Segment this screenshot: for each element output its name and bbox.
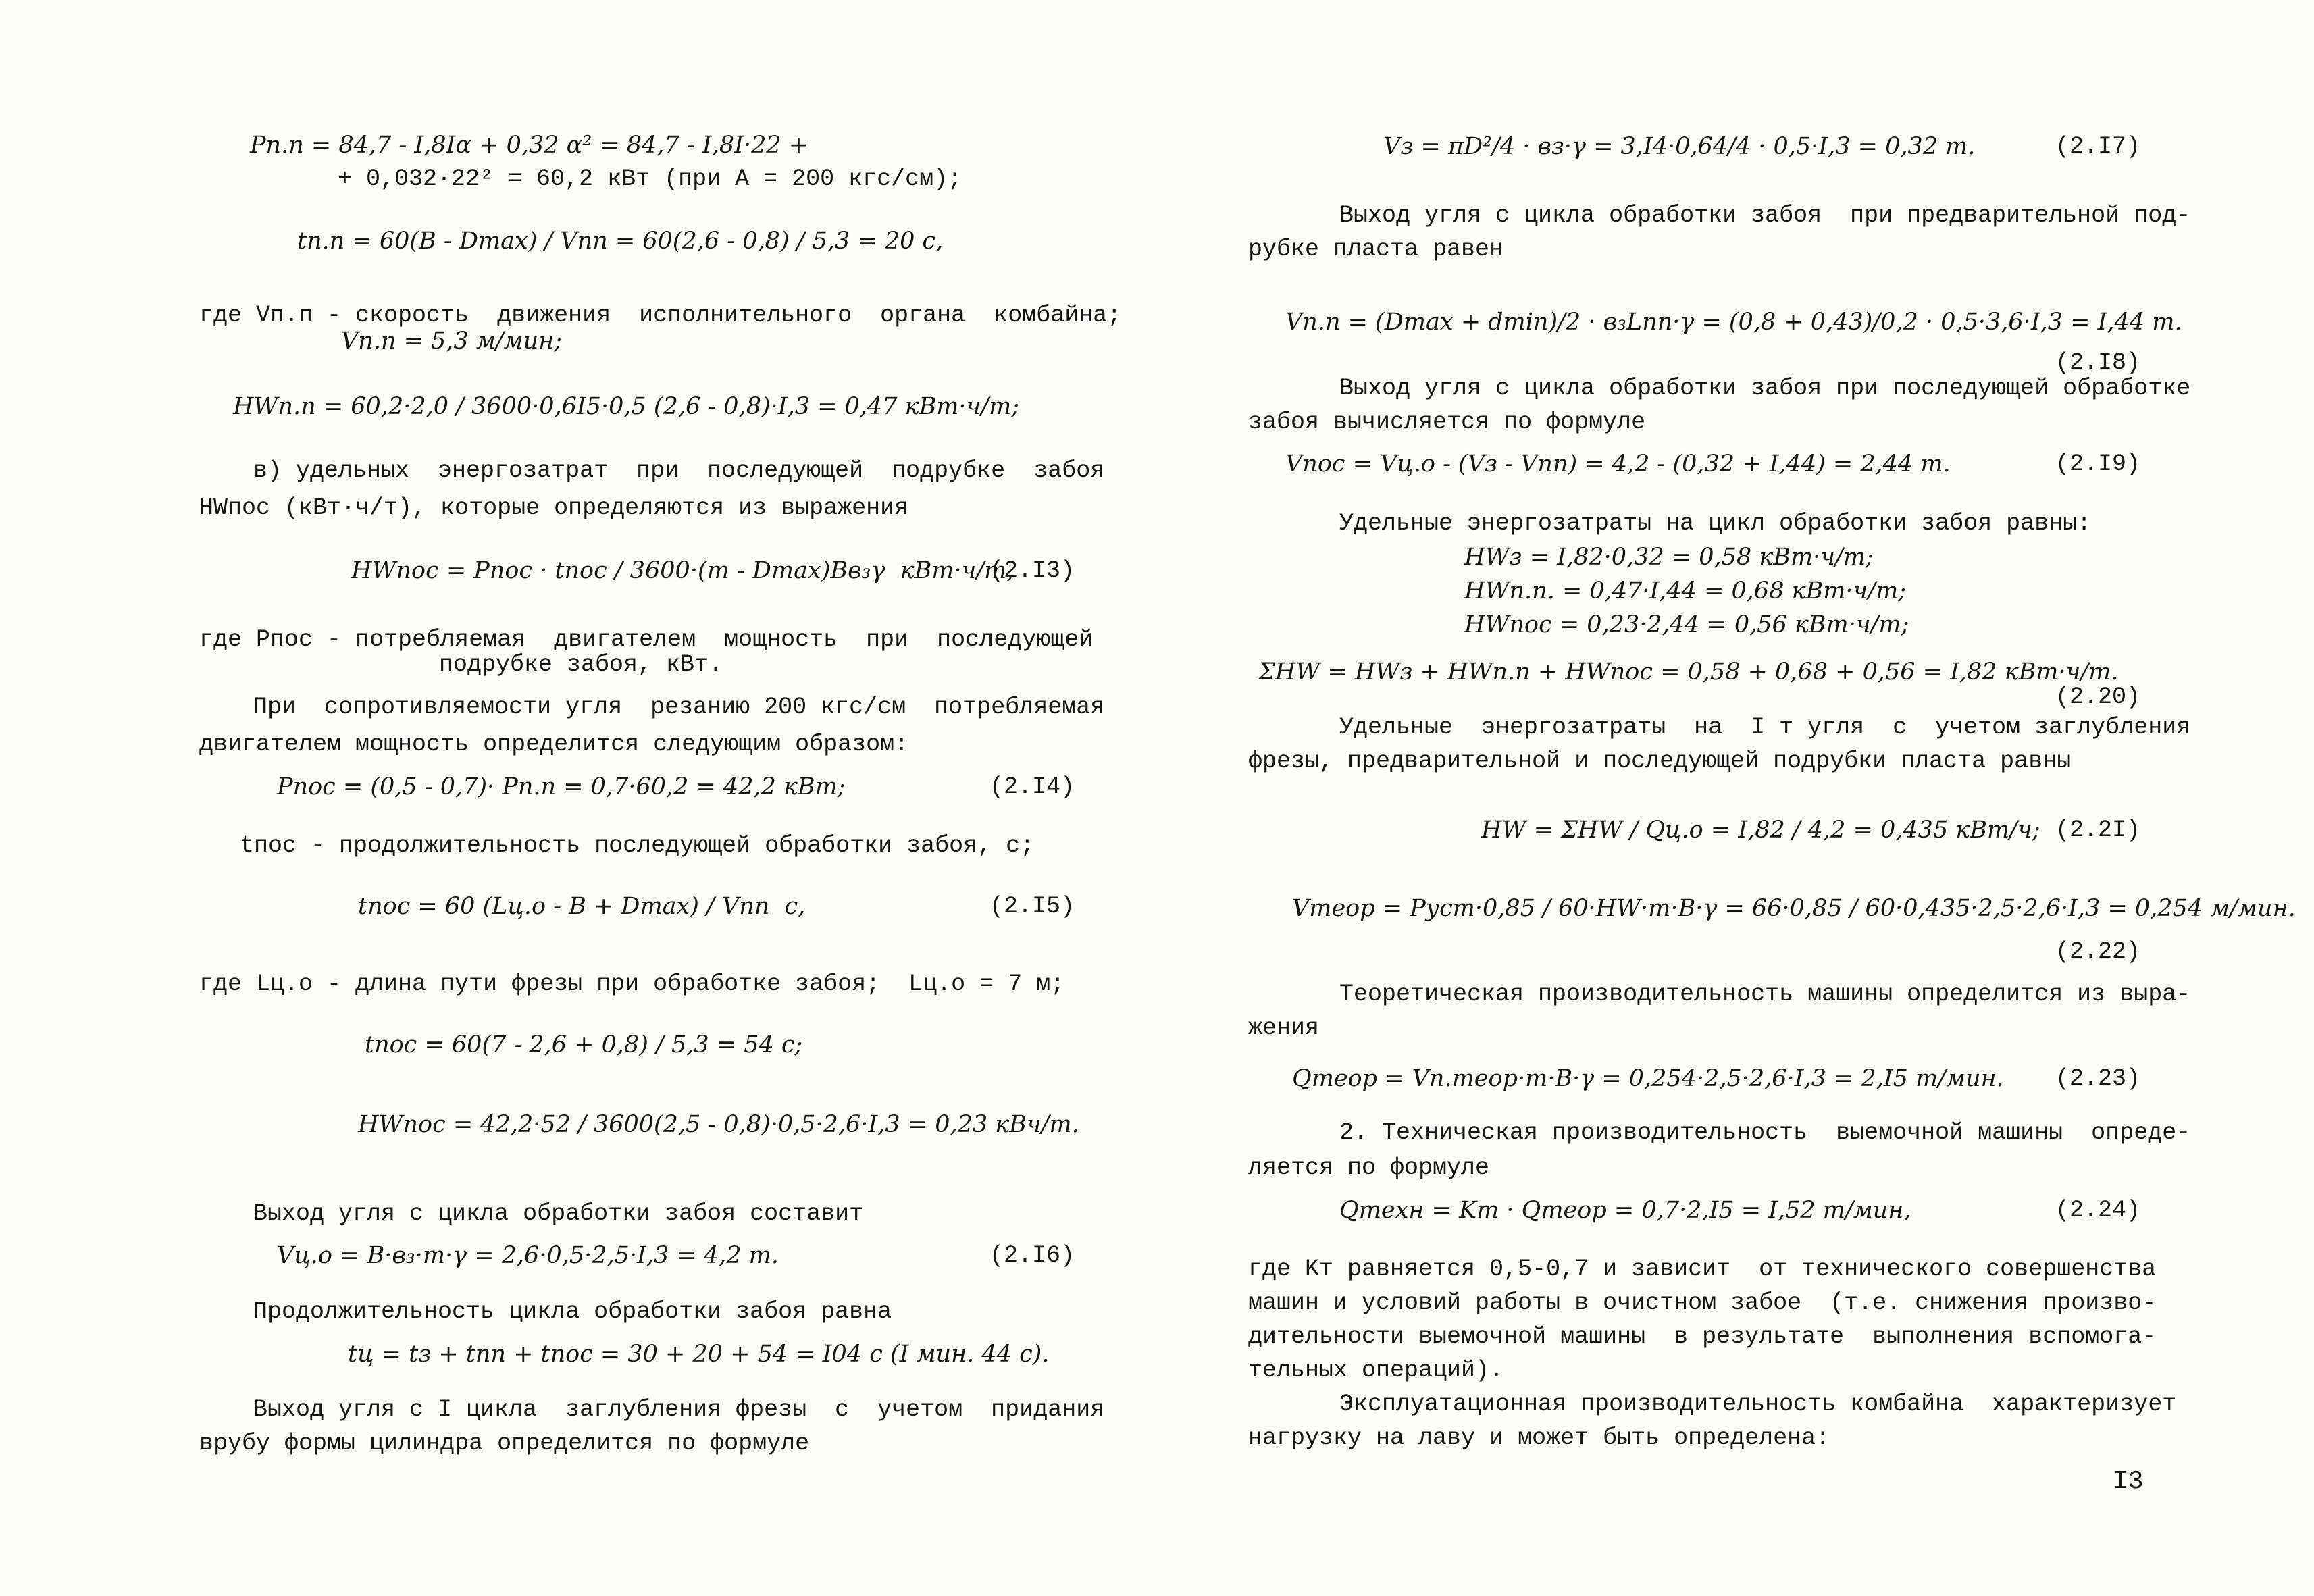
text-deepening-output-cont: врубу формы цилиндра определится по формуле <box>199 1430 810 1457</box>
formula-power-pos: Pпос = (0,5 - 0,7)· Pп.п = 0,7·60,2 = 42,2 кВт; <box>277 773 846 800</box>
formula-energy-pp: HWп.п = 60,2·2,0 / 3600·0,6I5·0,5 (2,6 - 0,8)·I,3 = 0,47 кВт·ч/т; <box>233 393 1020 420</box>
text-operational-productivity: Эксплуатационная производительность комбайна характеризует <box>1339 1391 2177 1418</box>
text-technical-productivity-cont: ляется по формуле <box>1248 1154 1490 1181</box>
formula-volume-subsequent: Vпос = Vц.о - (Vз - Vпп) = 4,2 - (0,32 + I,44) = 2,44 т. <box>1285 451 1951 478</box>
eq-number-2-14: (2.I4) <box>989 773 1075 800</box>
text-power-definition-cont: подрубке забоя, кВт. <box>439 651 723 678</box>
text-coal-output: Выход угля с цикла обработки забоя составит <box>253 1200 864 1227</box>
formula-theoretical-speed: Vтеор = Pуст·0,85 / 60·HW·m·B·γ = 66·0,85 / 60·0,435·2,5·2,6·I,3 = 0,254 м/мин. <box>1292 895 2296 922</box>
text-coefficient-kt-2: машин и условий работы в очистном забое (т.е. снижения произво- <box>1248 1289 2157 1316</box>
formula-volume-preliminary: Vп.п = (Dmax + dmin)/2 · в₃Lпп·γ = (0,8 + 0,43)/0,2 · 0,5·3,6·I,3 = I,44 т. <box>1285 309 2182 336</box>
formula-energy-pos-value: HWпос = 42,2·52 / 3600(2,5 - 0,8)·0,5·2,6·I,3 = 0,23 кВч/т. <box>358 1111 1079 1138</box>
text-speed-value: Vп.п = 5,3 м/мин; <box>341 328 563 355</box>
text-speed-definition: где Vп.п - скорость движения исполнительного органа комбайна; <box>199 302 1122 329</box>
formula-energy-subsequent: HWпос = 0,23·2,44 = 0,56 кВт·ч/т; <box>1464 611 1909 638</box>
text-coefficient-kt-3: дительности выемочной машины в результате выполнения вспомога- <box>1248 1323 2157 1350</box>
formula-energy-deepening: HWз = I,82·0,32 = 0,58 кВт·ч/т; <box>1464 544 1874 571</box>
text-subsequent-output: Выход угля с цикла обработки забоя при последующей обработке <box>1339 375 2191 402</box>
text-path-definition: где Lц.о - длина пути фрезы при обработке забоя; Lц.о = 7 м; <box>199 971 1065 998</box>
text-coefficient-kt: где Kт равняется 0,5-0,7 и зависит от технического совершенства <box>1248 1256 2157 1283</box>
formula-technical-productivity: Qтехн = Kт · Qтеор = 0,7·2,I5 = I,52 т/мин, <box>1339 1197 1911 1224</box>
text-operational-productivity-cont: нагрузку на лаву и может быть определена: <box>1248 1424 1830 1451</box>
text-power-definition: где Pпос - потребляемая двигателем мощность при последующей <box>199 626 1094 653</box>
text-time-pos-definition: tпос - продолжительность последующей обработки забоя, с; <box>240 832 1035 859</box>
formula-time-pos-value: tпос = 60(7 - 2,6 + 0,8) / 5,3 = 54 с; <box>365 1031 803 1058</box>
text-specific-energy-cycle: Удельные энергозатраты на цикл обработки забоя равны: <box>1339 510 2092 537</box>
formula-cycle-duration: tц = tз + tпп + tпос = 30 + 20 + 54 = I04 с (I мин. 44 с). <box>348 1341 1050 1368</box>
eq-number-2-19: (2.I9) <box>2055 451 2141 478</box>
formula-power-pp-cont: + 0,032·22² = 60,2 кВт (при A = 200 кгс/см); <box>338 165 962 192</box>
text-specific-energy-ton-cont: фрезы, предварительной и последующей подрубки пласта равны <box>1248 748 2072 775</box>
text-theoretical-productivity-cont: жения <box>1248 1014 1320 1041</box>
text-technical-productivity: 2. Техническая производительность выемочной машины опреде- <box>1339 1119 2191 1146</box>
formula-energy-per-ton: HW = ΣHW / Qц.о = I,82 / 4,2 = 0,435 кВт/ч; <box>1481 817 2040 844</box>
eq-number-2-24: (2.24) <box>2055 1197 2141 1224</box>
eq-number-2-16: (2.I6) <box>989 1242 1075 1269</box>
text-preliminary-output: Выход угля с цикла обработки забоя при предварительной под- <box>1339 202 2191 229</box>
page-number: I3 <box>2113 1467 2144 1496</box>
eq-number-2-13: (2.I3) <box>989 557 1075 584</box>
eq-number-2-17: (2.I7) <box>2055 133 2141 160</box>
formula-coal-output: Vц.о = B·в₃·m·γ = 2,6·0,5·2,5·I,3 = 4,2 т. <box>277 1242 779 1269</box>
text-preliminary-output-cont: рубке пласта равен <box>1248 236 1504 263</box>
text-subsequent-output-cont: забоя вычисляется по формуле <box>1248 409 1646 436</box>
right-page <box>1157 0 2314 1596</box>
text-coefficient-kt-4: тельных операций). <box>1248 1357 1504 1384</box>
formula-theoretical-productivity: Qтеор = Vп.теор·m·B·γ = 0,254·2,5·2,6·I,3 = 2,I5 т/мин. <box>1292 1065 2004 1092</box>
text-theoretical-productivity: Теоретическая производительность машины определится из выра- <box>1339 981 2191 1008</box>
eq-number-2-22: (2.22) <box>2055 938 2141 965</box>
text-specific-energy-ton: Удельные энергозатраты на I т угля с учетом заглубления <box>1339 714 2191 741</box>
formula-power-pp: Pп.п = 84,7 - I,8Iα + 0,32 α² = 84,7 - I,8I·22 + <box>250 132 809 159</box>
text-cycle-duration: Продолжительность цикла обработки забоя равна <box>253 1298 892 1325</box>
text-resistance-cont: двигателем мощность определится следующим образом: <box>199 731 909 758</box>
eq-number-2-15: (2.I5) <box>989 893 1075 920</box>
formula-volume-deepening: Vз = πD²/4 · вз·γ = 3,I4·0,64/4 · 0,5·I,3 = 0,32 т. <box>1383 133 1976 160</box>
text-deepening-output: Выход угля с I цикла заглубления фрезы с учетом придания <box>253 1396 1105 1423</box>
text-item-c-cont: HWпос (кВт·ч/т), которые определяются из выражения <box>199 494 909 521</box>
formula-energy-sum: ΣHW = HWз + HWп.п + HWпос = 0,58 + 0,68 + 0,56 = I,82 кВт·ч/т. <box>1258 659 2119 686</box>
formula-energy-preliminary: HWп.п. = 0,47·I,44 = 0,68 кВт·ч/т; <box>1464 577 1907 604</box>
text-resistance: При сопротивляемости угля резанию 200 кгс/см потребляемая <box>253 694 1105 721</box>
text-item-c: в) удельных энергозатрат при последующей подрубке забоя <box>253 457 1105 484</box>
formula-energy-pos: HWпос = Pпос · tпос / 3600·(m - Dmax)Bв₃γ кВт·ч/т, <box>351 557 1014 584</box>
eq-number-2-21: (2.2I) <box>2055 817 2141 844</box>
formula-time-pos: tпос = 60 (Lц.о - B + Dmax) / Vпп с, <box>358 893 806 920</box>
eq-number-2-23: (2.23) <box>2055 1065 2141 1092</box>
eq-number-2-18: (2.I8) <box>2055 349 2141 376</box>
eq-number-2-20: (2.20) <box>2055 684 2141 711</box>
formula-time-pp: tп.п = 60(B - Dmax) / Vпп = 60(2,6 - 0,8) / 5,3 = 20 с, <box>297 228 944 255</box>
